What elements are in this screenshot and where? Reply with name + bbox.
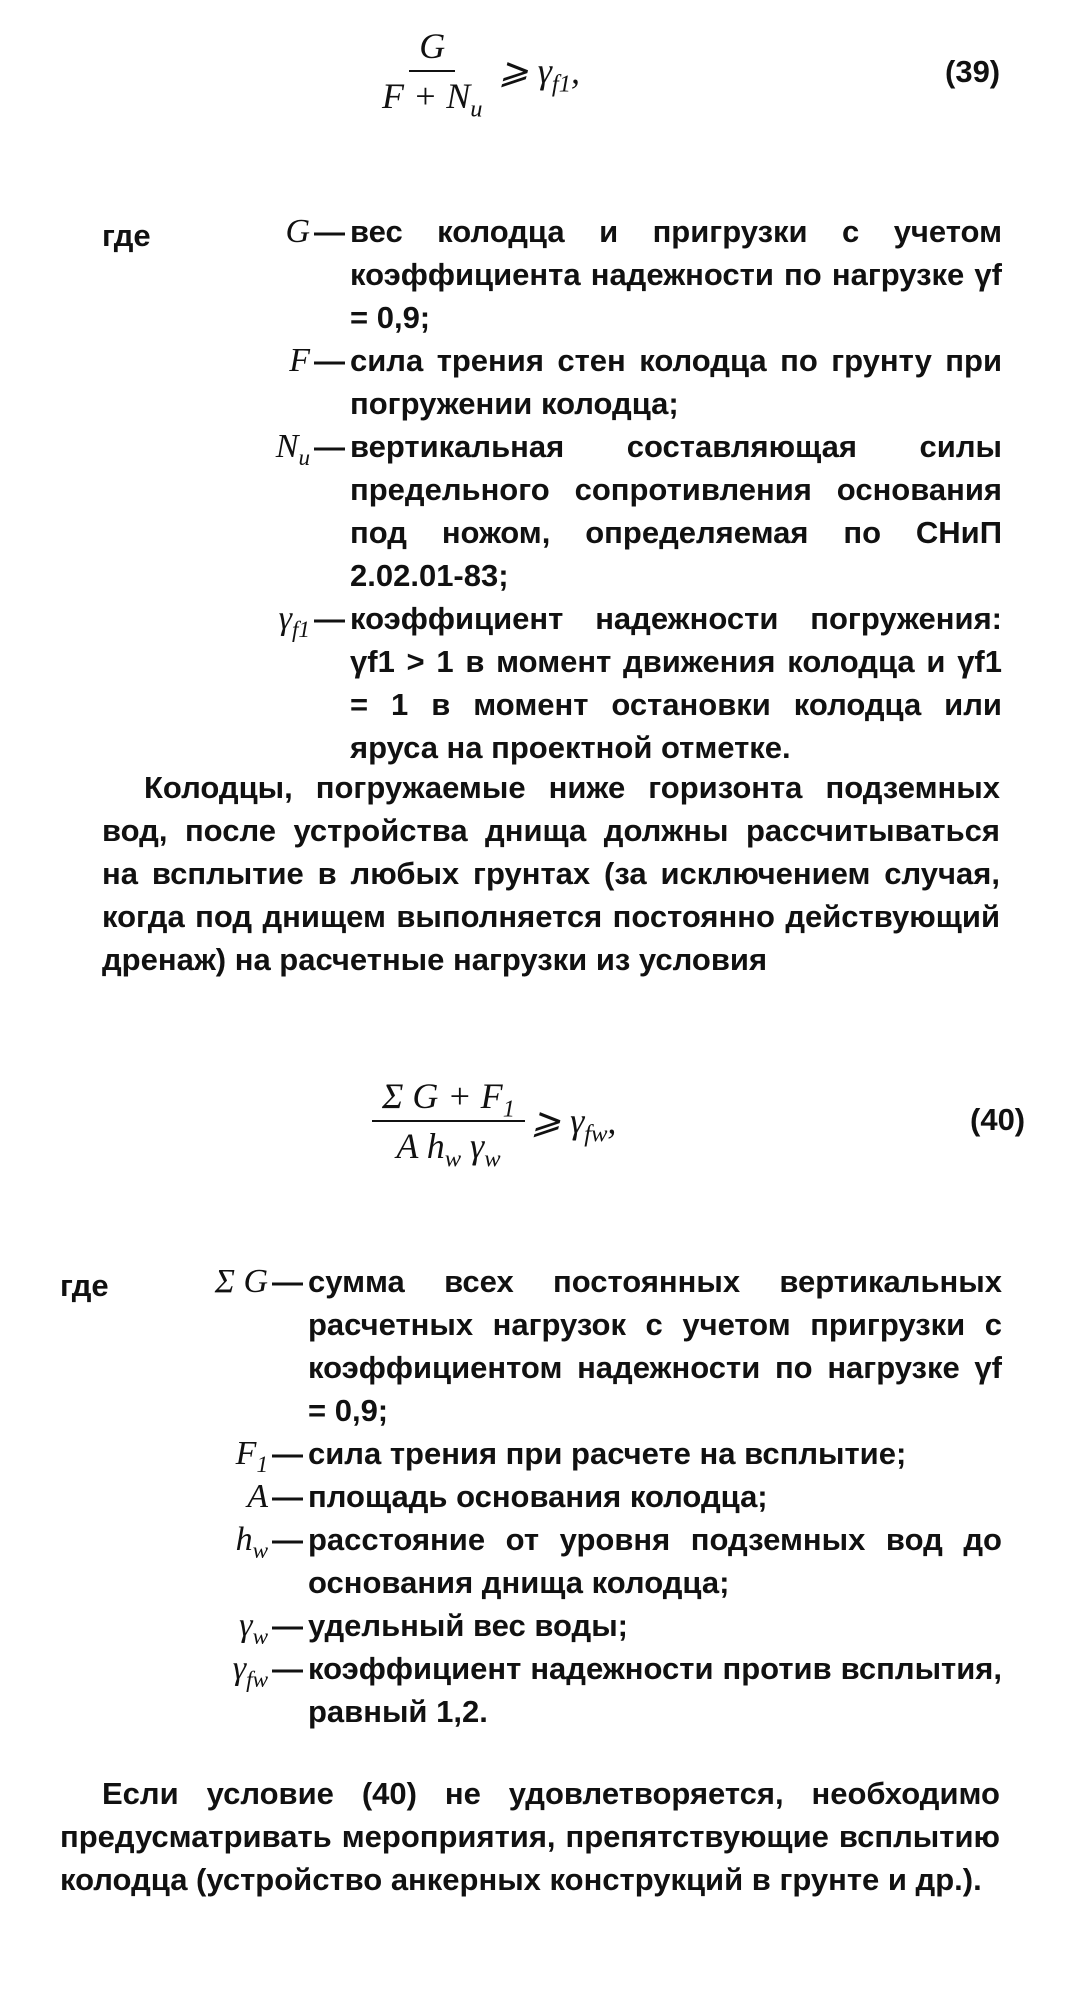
definition-item — [285, 210, 1002, 339]
paragraph-float-check: Колодцы, погружаемые ниже горизонта подземных вод, после устройства днища должны рассчитываться на всплытие в любых грунтах (за исключением случая, когда под днищем выполняется постоянно действующий дренаж) на расчетные нагрузки из условия — [102, 770, 1000, 977]
definition-item — [239, 1604, 1002, 1651]
formula-40-relation: ⩾ $\gamma_{fw}$, — [530, 1101, 617, 1148]
definition-dash: — — [314, 214, 345, 249]
definition-text: сумма всех постоянных вертикальных расчетных нагрузок с учетом пригрузки с коэффициентом надежности по нагрузке γf = 0,9; — [308, 1264, 1002, 1428]
definition-symbol: $N_u$ — [275, 428, 310, 472]
definition-symbol: $\gamma_w$ — [239, 1607, 268, 1651]
definition-text: удельный вес воды; — [308, 1608, 628, 1643]
definition-text: вертикальная составляющая силы предельного сопротивления основания под ножом, определяемая по СНиП 2.02.01-83; — [350, 429, 1002, 593]
definition-symbol: Σ G — [214, 1263, 268, 1300]
definition-dash: — — [272, 1436, 303, 1471]
definition-text: коэффициент надежности погружения: γf1 > 1 в момент движения колодца и γf1 = 1 в момент остановки колодца или яруса на проектной отметке. — [350, 601, 1002, 765]
definition-dash: — — [314, 601, 345, 636]
formula-40-denominator: A $h_w$ $\gamma_w$ — [396, 1126, 501, 1173]
definition-text: вес колодца и пригрузки с учетом коэффициента надежности по нагрузке γf = 0,9; — [350, 214, 1002, 335]
definition-symbol: $h_w$ — [235, 1521, 268, 1565]
formula-40-numerator: Σ $G + F_1$ — [372, 1072, 525, 1122]
definition-symbol: $F_1$ — [235, 1435, 268, 1479]
definition-item — [275, 425, 1002, 597]
definition-text: площадь основания колодца; — [308, 1479, 768, 1514]
definition-text: расстояние от уровня подземных вод до основания днища колодца; — [308, 1522, 1002, 1600]
definition-dash: — — [272, 1522, 303, 1557]
equation-number-39: (39) — [945, 54, 1001, 89]
equation-number-40: (40) — [970, 1102, 1026, 1137]
formula-39-numerator: G — [409, 22, 455, 72]
definition-dash: — — [314, 429, 345, 464]
definition-item — [278, 597, 1002, 769]
formula-39-fraction — [372, 22, 493, 123]
formula-39-relation: ⩾ $\gamma_{f1}$, — [498, 51, 580, 98]
definition-symbol: $\gamma_{f1}$ — [278, 600, 310, 644]
definition-dash: — — [272, 1651, 303, 1686]
definition-item — [232, 1647, 1002, 1733]
definition-text: коэффициент надежности против всплытия, равный 1,2. — [308, 1651, 1002, 1729]
where-word-40: где — [60, 1268, 109, 1303]
definition-symbol: F — [289, 342, 310, 379]
definition-item — [235, 1432, 1002, 1479]
definition-symbol: $\gamma_{fw}$ — [232, 1650, 268, 1694]
definition-text: сила трения стен колодца по грунту при погружении колодца; — [350, 343, 1002, 421]
formula-40-fraction — [372, 1072, 525, 1173]
definition-symbol: G — [285, 213, 310, 250]
definition-dash: — — [272, 1479, 303, 1514]
formula-40 — [372, 1072, 617, 1173]
paragraph-anchor-measures: Если условие (40) не удовлетворяется, необходимо предусматривать мероприятия, препятствующие всплытию колодца (устройство анкерных конструкций в грунте и др.). — [60, 1776, 1000, 1897]
definition-item — [289, 339, 1002, 425]
definitions-39 — [0, 210, 1073, 769]
formula-39-denominator: $F + N_u$ — [382, 76, 483, 123]
definition-dash: — — [272, 1264, 303, 1299]
definition-dash: — — [272, 1608, 303, 1643]
definition-text: сила трения при расчете на всплытие; — [308, 1436, 907, 1471]
formula-39 — [372, 22, 580, 123]
definition-symbol: A — [247, 1478, 268, 1515]
definition-item — [247, 1475, 1002, 1518]
definition-dash: — — [314, 343, 345, 378]
definition-item — [214, 1260, 1002, 1432]
definition-item — [235, 1518, 1002, 1604]
where-word-39: где — [102, 218, 151, 253]
definitions-40 — [0, 1260, 1073, 1733]
